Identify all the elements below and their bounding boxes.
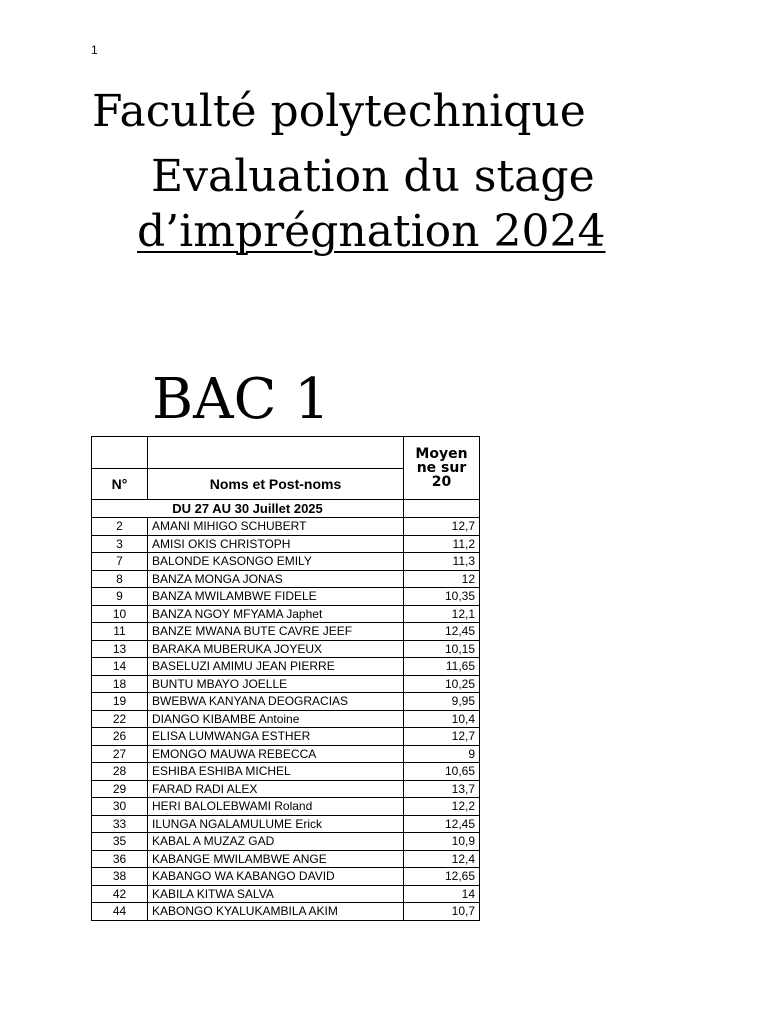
student-average: 10,35 [404, 588, 480, 606]
student-name: ESHIBA ESHIBA MICHEL [148, 763, 404, 781]
student-number: 13 [92, 640, 148, 658]
header-spacer-cell [148, 437, 404, 469]
student-number: 29 [92, 780, 148, 798]
table-row [92, 535, 480, 553]
grade-rows [92, 518, 480, 921]
table-row [92, 605, 480, 623]
student-average: 10,4 [404, 710, 480, 728]
student-average: 12,7 [404, 728, 480, 746]
table-row [92, 903, 480, 921]
name-column-header: Noms et Post-noms [148, 469, 404, 500]
table-row [92, 518, 480, 536]
student-average: 10,25 [404, 675, 480, 693]
student-average: 12,65 [404, 868, 480, 886]
student-name: BANZA NGOY MFYAMA Japhet [148, 605, 404, 623]
student-number: 22 [92, 710, 148, 728]
average-header-line3: 20 [431, 474, 452, 490]
table-row [92, 675, 480, 693]
student-name: AMISI OKIS CHRISTOPH [148, 535, 404, 553]
table-row [92, 623, 480, 641]
table-row [92, 570, 480, 588]
table-row [92, 763, 480, 781]
student-number: 42 [92, 885, 148, 903]
table-row [92, 868, 480, 886]
average-header-line1: Moyen [415, 446, 468, 462]
table-row [92, 658, 480, 676]
student-name: FARAD RADI ALEX [148, 780, 404, 798]
average-column-header [404, 437, 480, 500]
student-average: 11,3 [404, 553, 480, 571]
student-number: 30 [92, 798, 148, 816]
evaluation-title-line1: Evaluation du stage [151, 151, 595, 202]
student-average: 11,65 [404, 658, 480, 676]
student-average: 12,45 [404, 815, 480, 833]
student-average: 14 [404, 885, 480, 903]
student-name: AMANI MIHIGO SCHUBERT [148, 518, 404, 536]
table-row [92, 588, 480, 606]
student-number: 2 [92, 518, 148, 536]
table-row [92, 693, 480, 711]
student-name: BARAKA MUBERUKA JOYEUX [148, 640, 404, 658]
student-number: 35 [92, 833, 148, 851]
student-number: 7 [92, 553, 148, 571]
student-number: 9 [92, 588, 148, 606]
student-average: 13,7 [404, 780, 480, 798]
student-number: 27 [92, 745, 148, 763]
student-name: ELISA LUMWANGA ESTHER [148, 728, 404, 746]
student-average: 9,95 [404, 693, 480, 711]
student-average: 12 [404, 570, 480, 588]
student-average: 10,15 [404, 640, 480, 658]
header-spacer-row [92, 437, 480, 469]
student-number: 19 [92, 693, 148, 711]
average-header-line2: ne sur [416, 460, 467, 476]
faculty-title: Faculté polytechnique [92, 86, 586, 137]
header-spacer-cell [92, 437, 148, 469]
student-name: ILUNGA NGALAMULUME Erick [148, 815, 404, 833]
student-average: 12,2 [404, 798, 480, 816]
table-row [92, 728, 480, 746]
student-average: 12,45 [404, 623, 480, 641]
table-row [92, 833, 480, 851]
student-number: 18 [92, 675, 148, 693]
student-name: HERI BALOLEBWAMI Roland [148, 798, 404, 816]
period-label: DU 27 AU 30 Juillet 2025 [92, 500, 404, 518]
student-number: 33 [92, 815, 148, 833]
number-column-header: N° [92, 469, 148, 500]
period-empty-cell [404, 500, 480, 518]
student-number: 38 [92, 868, 148, 886]
page-number: 1 [91, 43, 98, 57]
student-name: BANZA MONGA JONAS [148, 570, 404, 588]
student-number: 14 [92, 658, 148, 676]
student-number: 26 [92, 728, 148, 746]
student-number: 8 [92, 570, 148, 588]
table-row [92, 553, 480, 571]
table-row [92, 850, 480, 868]
student-name: DIANGO KIBAMBE Antoine [148, 710, 404, 728]
student-name: BASELUZI AMIMU JEAN PIERRE [148, 658, 404, 676]
student-name: BUNTU MBAYO JOELLE [148, 675, 404, 693]
student-number: 3 [92, 535, 148, 553]
period-row [92, 500, 480, 518]
student-average: 12,4 [404, 850, 480, 868]
student-average: 9 [404, 745, 480, 763]
student-name: KABANGO WA KABANGO DAVID [148, 868, 404, 886]
student-average: 10,65 [404, 763, 480, 781]
student-name: BALONDE KASONGO EMILY [148, 553, 404, 571]
student-number: 28 [92, 763, 148, 781]
student-name: BANZE MWANA BUTE CAVRE JEEF [148, 623, 404, 641]
student-number: 11 [92, 623, 148, 641]
student-average: 11,2 [404, 535, 480, 553]
student-name: KABONGO KYALUKAMBILA AKIM [148, 903, 404, 921]
level-heading: BAC 1 [152, 367, 330, 432]
table-row [92, 745, 480, 763]
student-number: 10 [92, 605, 148, 623]
student-name: BWEBWA KANYANA DEOGRACIAS [148, 693, 404, 711]
table-row [92, 798, 480, 816]
student-name: EMONGO MAUWA REBECCA [148, 745, 404, 763]
table-row [92, 815, 480, 833]
student-name: BANZA MWILAMBWE FIDELE [148, 588, 404, 606]
table-row [92, 885, 480, 903]
student-average: 12,7 [404, 518, 480, 536]
student-average: 12,1 [404, 605, 480, 623]
table-row [92, 710, 480, 728]
student-number: 36 [92, 850, 148, 868]
student-name: KABAL A MUZAZ GAD [148, 833, 404, 851]
student-name: KABILA KITWA SALVA [148, 885, 404, 903]
evaluation-title-line2: d’imprégnation 2024 [137, 206, 606, 257]
student-name: KABANGE MWILAMBWE ANGE [148, 850, 404, 868]
student-average: 10,9 [404, 833, 480, 851]
student-average: 10,7 [404, 903, 480, 921]
student-number: 44 [92, 903, 148, 921]
table-row [92, 780, 480, 798]
table-row [92, 640, 480, 658]
grades-table [91, 436, 480, 921]
